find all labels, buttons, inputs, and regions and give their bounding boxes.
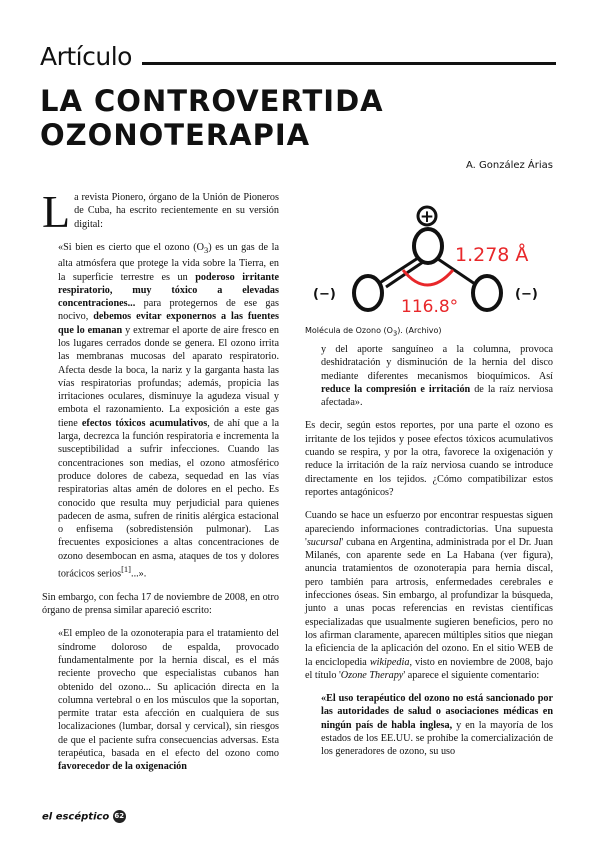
right-column xyxy=(305,343,553,769)
q2-text: «El empleo de la ozonoterapia para el tratamiento del síndrome doloroso de espalda, provocado fundamentalmente por la hernia discal, es el más reciente provecho que especialistas cubanos han obtenido del ozono... Su aplicación directa en la columna vertebral o en los músculos que la soportan, permite tratar esta afección en cualquiera de sus localizaciones (lumbar, dorsal y cervical), sin riesgos de que el paciente sufra consecuencias adversas. Esta terapéutica, basada en el efecto del ozono como xyxy=(58,628,279,759)
article-title xyxy=(40,84,384,152)
quote-wikipedia xyxy=(305,692,553,758)
charge-left-label: (−) xyxy=(313,287,336,302)
p4-italic: Ozone Therapy xyxy=(340,669,404,681)
p4-text: , visto en noviembre de 2008, bajo el título ' xyxy=(305,656,553,681)
section-rule xyxy=(142,62,556,65)
section-label: Artículo xyxy=(40,42,132,71)
bond-angle-label: 116.8° xyxy=(401,297,459,317)
p4-text: Cuando se hace un esfuerzo por encontrar respuestas siguen apareciendo informaciones contradictorias. Una supuesta ' xyxy=(305,510,553,548)
q2-text: de la raíz nerviosa afectada». xyxy=(321,383,553,409)
bond-length-label: 1.278 Å xyxy=(455,244,529,266)
q2-bold: reduce la compresión e irritación xyxy=(321,383,471,395)
p4-text: ' aparece el siguiente comentario: xyxy=(403,669,540,681)
q3-text: y en la mayoría de los estados de los EE.UU. se prohíbe la comercialización de los generadores de ozono, su uso xyxy=(321,719,553,758)
caption-text: ). (Archivo) xyxy=(397,326,442,335)
q1-text: y extremar el aporte de aire fresco en los lugares cerrados donde se genera. El ozono irrita las membranas mucosas del aparato respiratorio. Afecta desde la boca, la nariz y la garganta hasta las vías respiratorias profundas; además, propicia las irritaciones oculares, disminuye la agudeza visual y embota el razonamiento. La exposición a este gas tiene xyxy=(58,324,280,429)
q1-text: , de ahí que a la larga, decrezca la función respiratoria e incrementa la susceptibilidad a sufrir infecciones. Cuando las concentraciones son medias, el ozono atmosférico produce dolores de cabeza, sequedad en las vías respiratorias altas amén de dolores en el pecho. Es conocido que resulta muy perjudicial para quienes padecen de asma, sufren de rinitis alérgica estacional o enfisema (sobredistensión pulmonar). Las frecuentes exposiciones a altas concentraciones de ozono desembocan en asma, ataques de tos y dolores torácicos serios xyxy=(58,417,279,580)
page-footer xyxy=(42,810,126,823)
q1-text: ...». xyxy=(131,568,147,580)
q1-text: ) es un gas de la alta atmósfera que protege la vida sobre la Tierra, en la superficie terrestre es un xyxy=(58,241,279,283)
q3-bold: «El uso terapéutico del ozono no está sancionado por las autoridades de salud o asociaciones médicas en ningún país de habla inglesa, xyxy=(321,693,553,731)
charge-right-label: (−) xyxy=(515,287,538,302)
quote-pionero xyxy=(42,241,279,581)
paragraph-3: Es decir, según estos reportes, por una parte el ozono es irritante de los tejidos y posee efectos tóxicos acumulativos cuando se respira, y por la otra, favorece la oxigenación y reduce la irritación de la raíz nerviosa cuando se introduce directamente en los tejidos. ¿Cómo compatibilizar estos reportes antagónicos? xyxy=(305,420,553,498)
intro-paragraph xyxy=(42,186,279,237)
footnote-ref[interactable]: [1] xyxy=(121,564,132,575)
q2-text: y del aporte sanguíneo a la columna, provoca deshidratación y disminución de la hernia del disco mediante diferentes mecanismos bioquímicos. Así xyxy=(321,344,553,382)
caption-text: Molécula de Ozono (O xyxy=(305,326,393,335)
paragraph-2: Sin embargo, con fecha 17 de noviembre de 2008, en otro órgano de prensa similar apareció escrito: xyxy=(42,591,279,617)
quote-press xyxy=(42,627,279,773)
q1-bold: efectos tóxicos acumulativos xyxy=(81,417,208,429)
oxygen-atom-left xyxy=(354,276,382,310)
q1-text: para protegernos de ese gas nocivo, xyxy=(58,298,279,323)
q1-bold: poderoso irritante respiratorio, muy tóxico a elevadas concentraciones... xyxy=(58,271,279,310)
oxygen-atom-right xyxy=(473,276,501,310)
figure-caption xyxy=(305,326,442,338)
left-column xyxy=(42,186,280,784)
intro-text: a revista Pionero, órgano de la Unión de Pioneros de Cuba, ha escrito recientemente en su versión digital: xyxy=(74,192,279,230)
title-line-1: LA CONTROVERTIDA xyxy=(40,84,384,118)
drop-cap: L xyxy=(42,186,71,237)
p4-text: ' cubana en Argentina, administrada por el Dr. Juan Milanés, con aparente sede en La Habana (ver figura), anuncia tratamientos de ozonoterapia para hernia discal, pero también para artrosis, enfermedades cerebrales e infecciones óseas. Sin embargo, al profundizar la búsqueda, junto a unas pocas referencias en revistas científicas especializadas que usualmente sugieren beneficios, pero no los afirman claramente, aparecen múltiples sitios que niegan la eficiencia de la aplicación del ozono. En el sitio WEB de la enciclopedia xyxy=(305,536,553,668)
author: A. González Árias xyxy=(465,160,553,171)
page-number: 62 xyxy=(113,810,126,823)
quote-press-continued xyxy=(305,343,553,409)
plus-label: + xyxy=(419,207,435,227)
q1-bold: debemos evitar exponernos a las fuentes que lo emanan xyxy=(58,311,279,336)
q1-text: «Si bien es cierto que el ozono (O xyxy=(58,241,204,253)
oxygen-atom-center xyxy=(414,229,442,263)
caption-sub: 3 xyxy=(392,329,398,338)
magazine-name: el escéptico xyxy=(42,811,110,823)
p4-italic: sucursal xyxy=(306,536,342,548)
q2-bold: favorecedor de la oxigenación xyxy=(58,761,187,773)
paragraph-4 xyxy=(305,509,553,682)
q1-sub: 3 xyxy=(203,244,209,255)
title-line-2: OZONOTERAPIA xyxy=(40,118,311,152)
ozone-molecule-figure xyxy=(305,194,555,318)
p4-italic: wikipedia xyxy=(369,656,410,668)
